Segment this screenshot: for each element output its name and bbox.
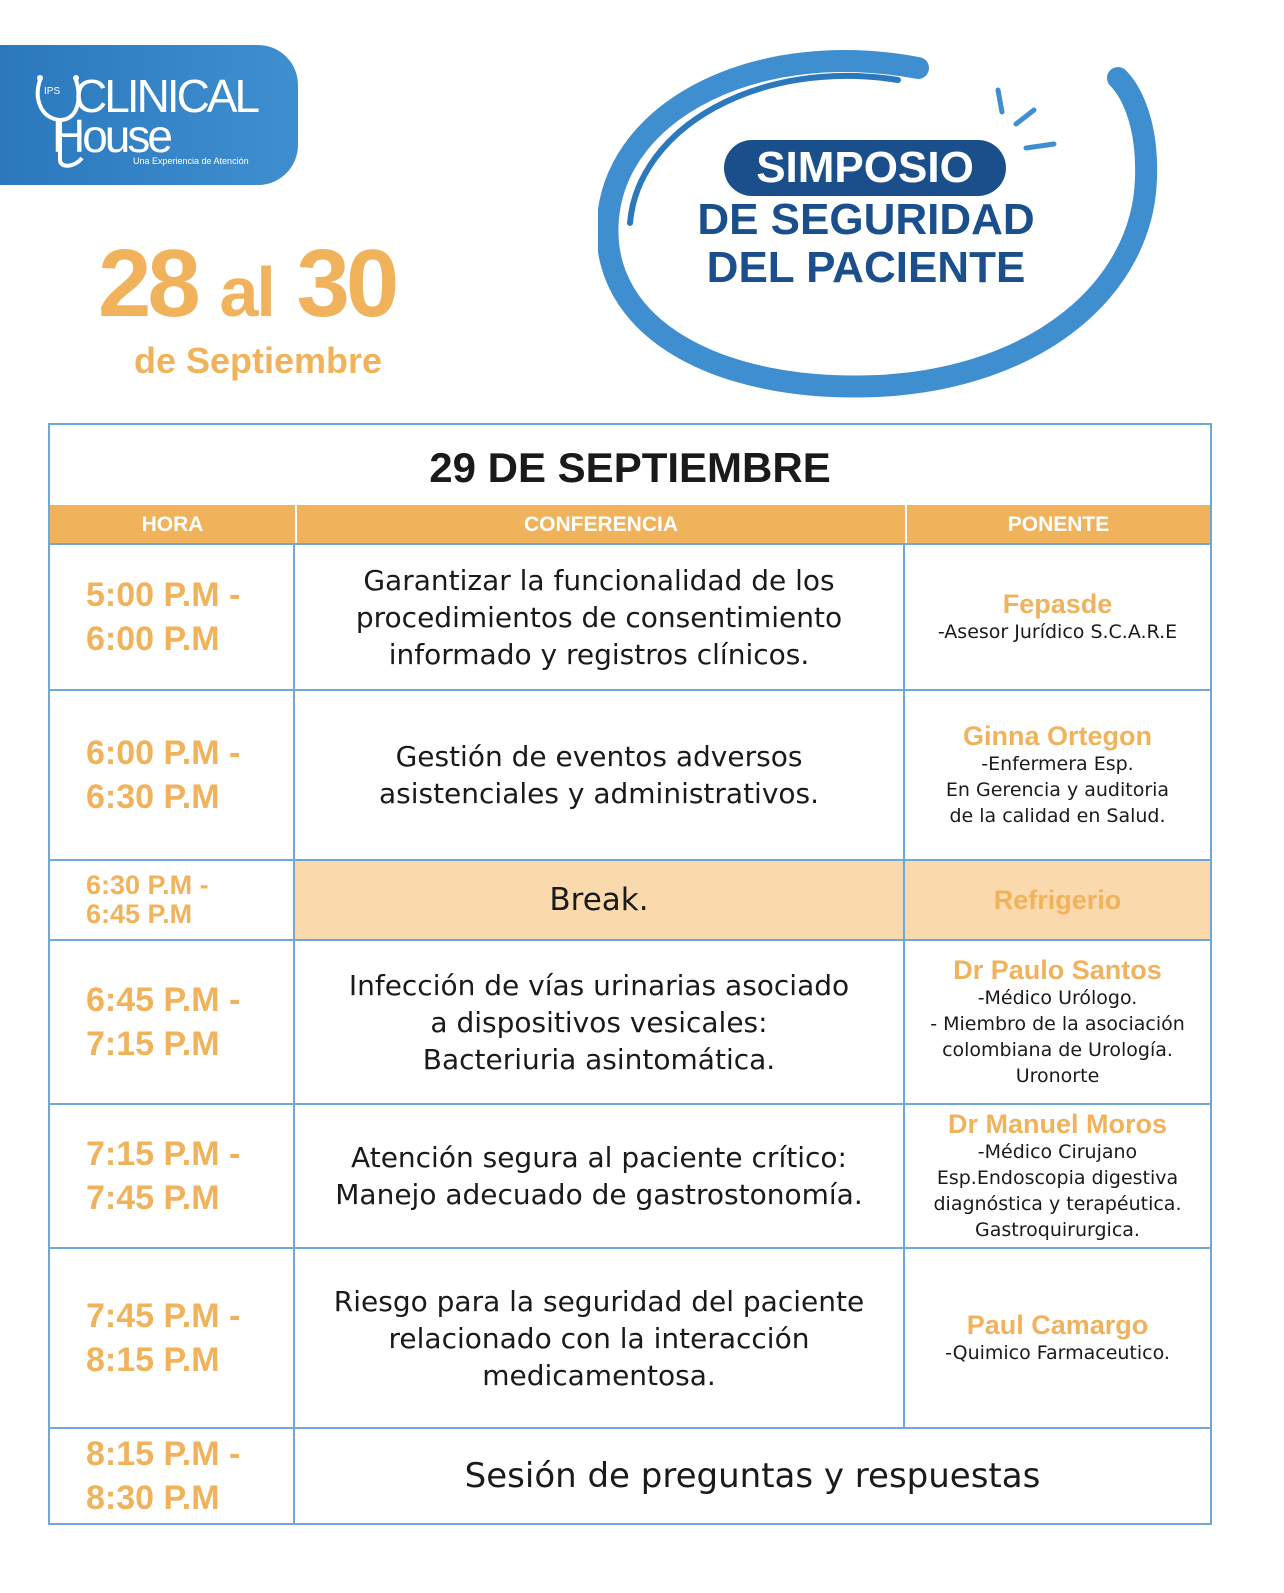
date-from: 28 <box>98 230 197 337</box>
ponente-cell <box>905 941 1210 1103</box>
break-row <box>50 859 1210 939</box>
hora-end: 7:15 P.M <box>86 1025 220 1063</box>
hora-end: 7:45 P.M <box>86 1179 220 1217</box>
hora-cell <box>50 941 295 1103</box>
conferencia-line: medicamentosa. <box>482 1358 716 1392</box>
ponente-detail: -Médico Urólogo. <box>977 987 1138 1009</box>
conferencia-cell <box>295 545 905 689</box>
conferencia-cell <box>295 861 905 939</box>
ponente-cell <box>905 545 1210 689</box>
break-label: Break. <box>549 881 649 918</box>
ponente-detail: de la calidad en Salud. <box>949 805 1166 827</box>
logo-tagline: Una Experiencia de Atención <box>133 156 249 166</box>
hora-end: 6:00 P.M <box>86 620 220 658</box>
refrigerio-label: Refrigerio <box>993 885 1122 915</box>
svg-text:CLINICAL: CLINICAL <box>74 70 258 122</box>
date-to: 30 <box>296 230 396 337</box>
hora-start: 6:45 P.M - <box>86 981 241 1019</box>
table-row <box>50 939 1210 1103</box>
conferencia-cell <box>295 1249 905 1427</box>
ponente-detail: Esp.Endoscopia digestiva <box>936 1167 1179 1189</box>
qa-session-cell <box>295 1429 1210 1523</box>
date-connector: al <box>219 253 274 331</box>
conferencia-line: Infección de vías urinarias asociado <box>348 968 850 1002</box>
conferencia-line: Gestión de eventos adversos <box>395 740 803 773</box>
conferencia-line: procedimientos de consentimiento <box>355 600 843 634</box>
svg-text:IPS: IPS <box>44 86 61 97</box>
hora-cell <box>50 1429 295 1523</box>
ponente-cell <box>905 1105 1210 1247</box>
hora-end: 8:15 P.M <box>86 1341 220 1379</box>
conferencia-line: Manejo adecuado de gastrostonomía. <box>335 1178 863 1211</box>
ponente-name: Dr Paulo Santos <box>953 955 1162 985</box>
table-row <box>50 1103 1210 1247</box>
conferencia-line: Bacteriuria asintomática. <box>422 1042 776 1076</box>
hora-start: 8:15 P.M - <box>86 1435 241 1473</box>
table-row <box>50 1427 1210 1523</box>
qa-session-label: Sesión de preguntas y respuestas <box>464 1455 1041 1496</box>
ponente-detail: -Quimico Farmaceutico. <box>945 1342 1170 1364</box>
conferencia-line: Garantizar la funcionalidad de los <box>363 563 835 597</box>
hora-start: 6:30 P.M - <box>86 870 209 900</box>
date-month: de Septiembre <box>134 340 383 381</box>
table-row <box>50 1247 1210 1427</box>
conferencia-line: a dispositivos vesicales: <box>430 1005 768 1039</box>
event-badge: SIMPOSIO <box>724 140 1006 196</box>
hora-cell <box>50 1249 295 1427</box>
ponente-detail: -Asesor Jurídico S.C.A.R.E <box>937 621 1178 643</box>
hora-end: 8:30 P.M <box>86 1479 220 1517</box>
conferencia-cell <box>295 691 905 859</box>
ponente-detail: diagnóstica y terapéutica. <box>933 1193 1182 1215</box>
ponente-detail: - Miembro de la asociación <box>930 1013 1185 1035</box>
hora-start: 6:00 P.M - <box>86 734 241 772</box>
conferencia-line: relacionado con la interacción <box>388 1321 810 1355</box>
header-conferencia: CONFERENCIA <box>297 505 905 543</box>
hora-start: 5:00 P.M - <box>86 576 241 614</box>
ponente-detail: En Gerencia y auditoria <box>945 779 1170 801</box>
schedule-table <box>48 423 1212 1525</box>
table-row <box>50 689 1210 859</box>
ponente-cell <box>905 1249 1210 1427</box>
ponente-name: Paul Camargo <box>966 1310 1149 1340</box>
conferencia-line: Riesgo para la seguridad del paciente <box>333 1284 865 1318</box>
ponente-cell <box>905 861 1210 939</box>
conferencia-cell <box>295 1105 905 1247</box>
ponente-name: Ginna Ortegon <box>963 721 1152 751</box>
conferencia-line: Atención segura al paciente crítico: <box>351 1141 847 1174</box>
ponente-detail: colombiana de Urología. <box>942 1039 1173 1061</box>
ponente-name: Fepasde <box>1002 589 1113 619</box>
conferencia-line: informado y registros clínicos. <box>388 637 810 671</box>
hora-end: 6:45 P.M <box>86 899 193 929</box>
date-range <box>98 230 396 337</box>
header-ponente: PONENTE <box>907 505 1210 543</box>
hora-cell <box>50 1105 295 1247</box>
hora-start: 7:45 P.M - <box>86 1297 241 1335</box>
ponente-detail: -Enfermera Esp. <box>981 753 1134 775</box>
hora-cell <box>50 691 295 859</box>
ponente-cell <box>905 691 1210 859</box>
hora-end: 6:30 P.M <box>86 778 220 816</box>
table-row <box>50 543 1210 689</box>
conferencia-cell <box>295 941 905 1103</box>
hora-start: 7:15 P.M - <box>86 1135 241 1173</box>
conferencia-line: asistenciales y administrativos. <box>378 777 820 810</box>
schedule-day: 29 DE SEPTIEMBRE <box>429 444 831 491</box>
header-hora: HORA <box>50 505 295 543</box>
ponente-detail: Gastroquirurgica. <box>975 1219 1140 1241</box>
ponente-name: Dr Manuel Moros <box>947 1109 1168 1139</box>
hora-cell <box>50 545 295 689</box>
ponente-detail: -Médico Cirujano <box>977 1141 1138 1163</box>
hora-cell <box>50 861 295 939</box>
event-title-line-2: DEL PACIENTE <box>706 243 1026 292</box>
event-title-line-1: DE SEGURIDAD <box>697 195 1035 244</box>
svg-text:House: House <box>52 110 170 162</box>
ponente-detail: Uronorte <box>1015 1065 1100 1087</box>
